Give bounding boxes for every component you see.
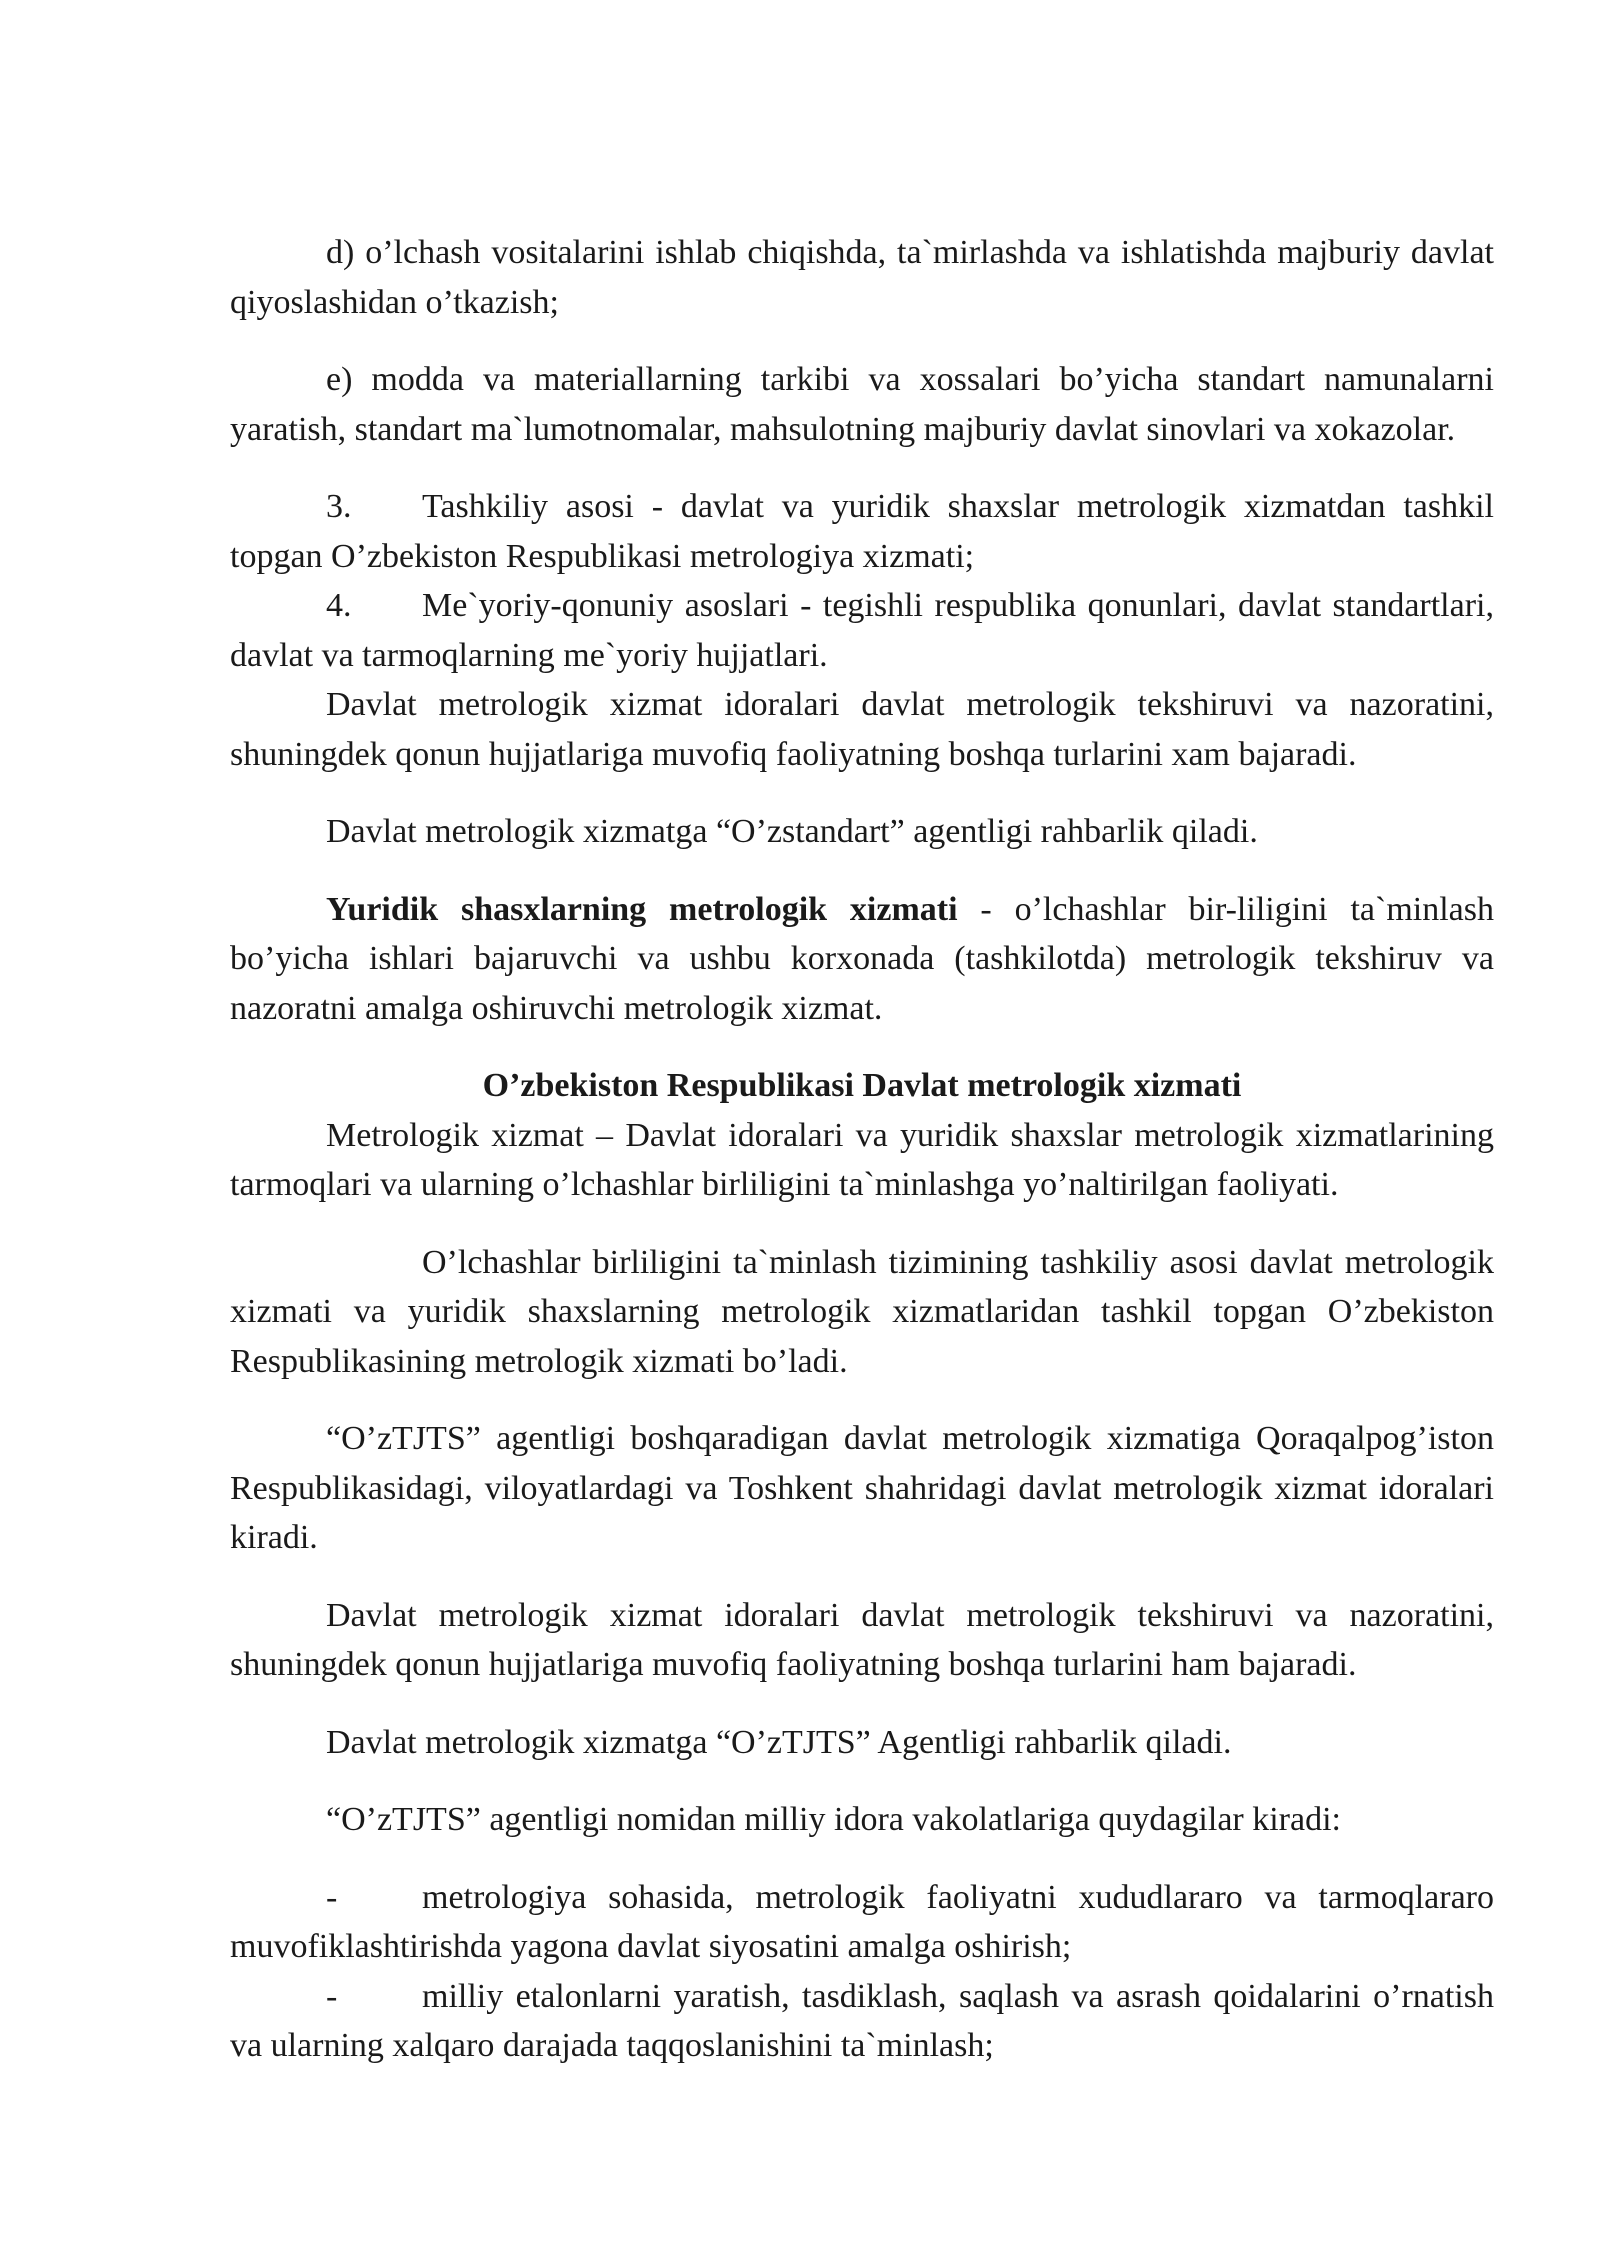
paragraph-d: d) o’lchash vositalarini ishlab chiqishda, ta`mirlashda va ishlatishda majburiy davlat qiyoslashidan o’tkazish;	[230, 234, 1494, 321]
paragraph-tashkiliy-asosi: O’lchashlar birliligini ta`minlash tizimining tashkiliy asosi davlat metrologik xizmati va yuridik shaxslarning metrologik xizmatlaridan tashkil topgan O’zbekiston Respublikasining metrologik xizmati bo’ladi.	[230, 1243, 1494, 1380]
definition-text: - o’lchashlar bir-liligini ta`minlash bo’yicha ishlari bajaruvchi va ushbu korxonada (tashkilotda) metrologik tekshiruv va nazoratni amalga oshiruvchi metrologik xizmat.	[230, 890, 1494, 1027]
paragraph-oztjts-boshqaradigan: “O’zTJTS” agentligi boshqaradigan davlat metrologik xizmatiga Qoraqalpog’iston Respublikasidagi, viloyatlardagi va Toshkent shahridagi davlat metrologik xizmat idoralari kiradi.	[230, 1420, 1494, 1556]
paragraph-metrologik-xizmat: Metrologik xizmat – Davlat idoralari va yuridik shaxslar metrologik xizmatlarining tarmoqlari va ularning o’lchashlar birliligini ta`minlashga yo’naltirilgan faoliyati.	[230, 1116, 1494, 1203]
list-item-text: Tashkiliy asosi - davlat va yuridik shaxslar metrologik xizmatdan tashkil topgan O’zbekiston Respublikasi metrologiya xizmati;	[230, 488, 1494, 575]
bold-term: Yuridik shasxlarning metrologik xizmati	[326, 890, 958, 928]
paragraph-oztjts-rahbarlik: Davlat metrologik xizmatga “O’zTJTS” Agentligi rahbarlik qiladi.	[326, 1723, 1232, 1761]
bullet-mark: -	[326, 1878, 338, 1916]
list-item-text: Me`yoriy-qonuniy asoslari - tegishli respublika qonunlari, davlat standartlari, davlat va tarmoqlarning me`yoriy hujjatlari.	[230, 587, 1494, 674]
list-number: 4.	[326, 587, 352, 624]
bullet-mark: -	[326, 1977, 338, 2015]
paragraph-ozstandart: Davlat metrologik xizmatga “O’zstandart” agentligi rahbarlik qiladi.	[326, 813, 1258, 850]
document-page	[230, 228, 1494, 2071]
paragraph-davlat-idoralari: Davlat metrologik xizmat idoralari davlat metrologik tekshiruvi va nazoratini, shuningdek qonun hujjatlariga muvofiq faoliyatning boshqa turlarini xam bajaradi.	[230, 686, 1494, 773]
list-item-3	[230, 482, 1494, 581]
bullet-text: metrologiya sohasida, metrologik faoliyatni xududlararo va tarmoqlararo muvofiklashtirishda yagona davlat siyosatini amalga oshirish;	[230, 1878, 1494, 1965]
bullet-item-1	[230, 1873, 1494, 1972]
paragraph-vakolatlar: “O’zTJTS” agentligi nomidan milliy idora vakolatlariga quydagilar kiradi:	[326, 1801, 1341, 1838]
paragraph-yuridik-shaxslar	[230, 885, 1494, 1034]
list-number: 3.	[326, 488, 352, 525]
section-heading: O’zbekiston Respublikasi Davlat metrologik xizmati	[482, 1067, 1242, 1104]
paragraph-e: e) modda va materiallarning tarkibi va xossalari bo’yicha standart namunalarni yaratish, standart ma`lumotnomalar, mahsulotning majburiy davlat sinovlari va xokazolar.	[230, 361, 1494, 448]
bullet-text: milliy etalonlarni yaratish, tasdiklash, saqlash va asrash qoidalarini o’rnatish va ularning xalqaro darajada taqqoslanishini ta`minlash;	[230, 1977, 1494, 2064]
bullet-item-2	[230, 1972, 1494, 2071]
list-item-4	[230, 581, 1494, 680]
paragraph-idoralari-ham: Davlat metrologik xizmat idoralari davlat metrologik tekshiruvi va nazoratini, shuningdek qonun hujjatlariga muvofiq faoliyatning boshqa turlarini ham bajaradi.	[230, 1596, 1494, 1683]
